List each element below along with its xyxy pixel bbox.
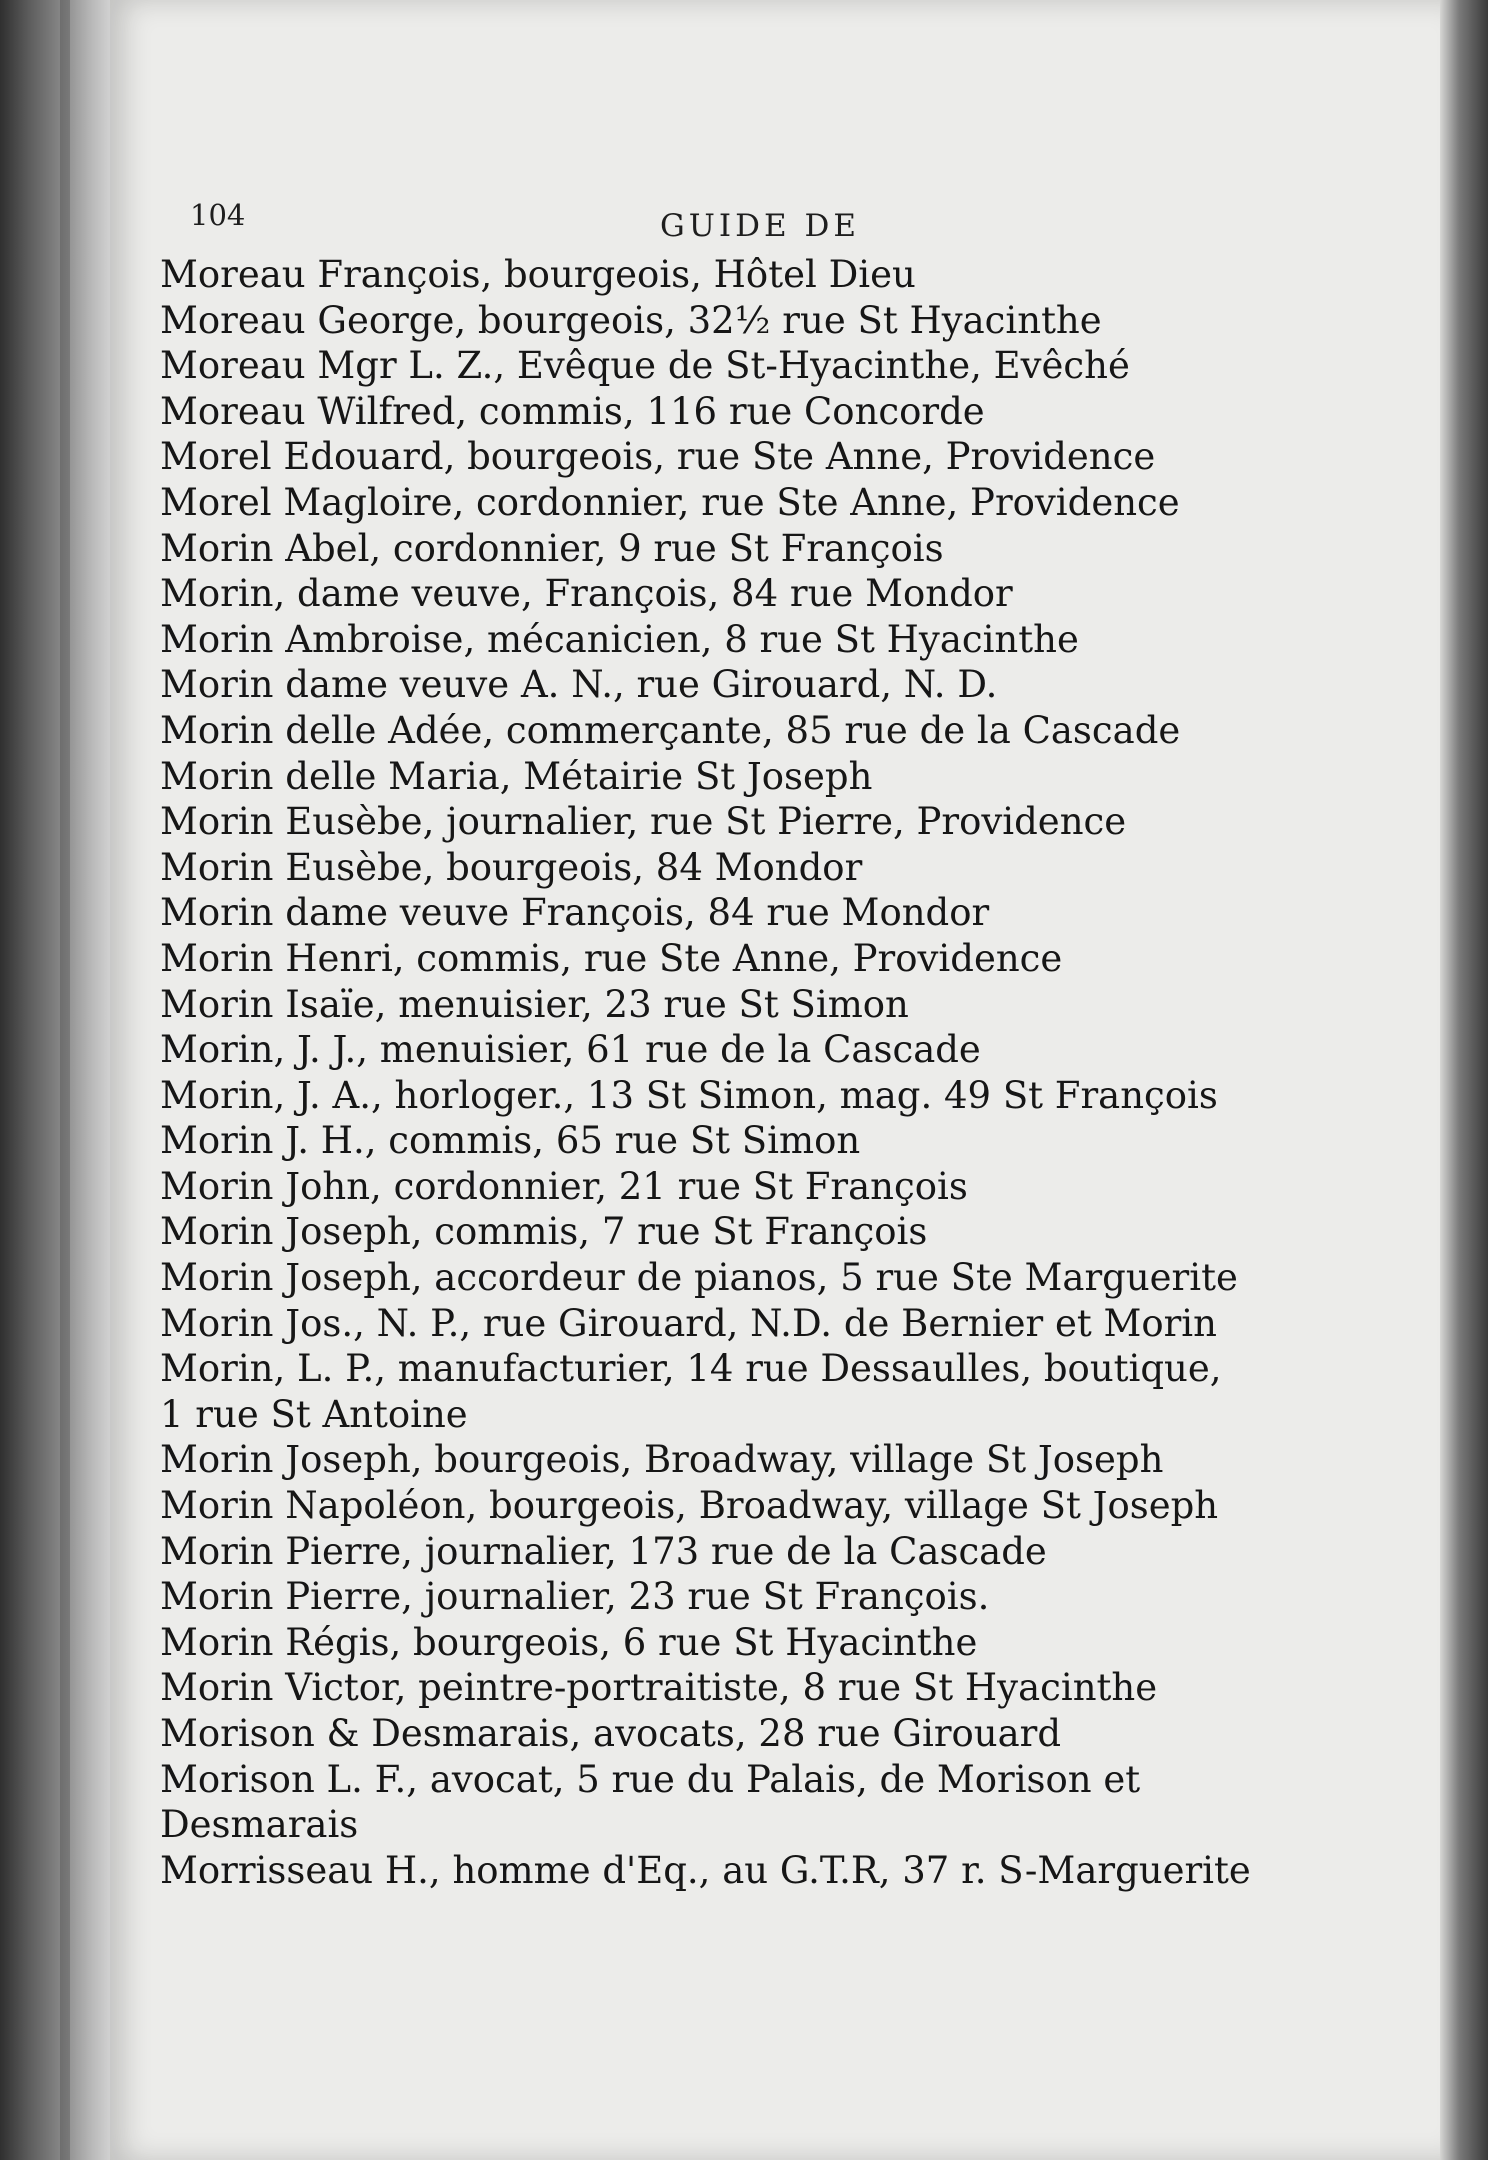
entry-text: Morin, J. J., menuisier, 61 rue de la Cascade xyxy=(160,1028,981,1072)
directory-entry xyxy=(160,1437,1310,1483)
directory-entry xyxy=(160,1574,1310,1620)
directory-entry xyxy=(160,708,1310,754)
directory-entry xyxy=(160,298,1310,344)
entry-text: Moreau Mgr L. Z., Evêque de St-Hyacinthe, Evêché xyxy=(160,344,1130,388)
entry-text: Morin Joseph, commis, 7 rue St François xyxy=(160,1210,928,1254)
directory-entry xyxy=(160,526,1310,572)
binding-shadow xyxy=(60,0,70,2160)
directory-entry xyxy=(160,799,1310,845)
running-title: GUIDE DE xyxy=(660,208,860,244)
directory-entry xyxy=(160,1118,1310,1164)
entry-text: Morin delle Adée, commerçante, 85 rue de la Cascade xyxy=(160,708,1181,752)
entry-text: Moreau François, bourgeois, Hôtel Dieu xyxy=(160,253,916,296)
directory-entry xyxy=(160,845,1310,891)
entry-text: Moreau George, bourgeois, 32½ rue St Hyacinthe xyxy=(160,298,1102,342)
directory-entry xyxy=(160,890,1310,936)
directory-entry xyxy=(160,1665,1310,1711)
entry-text: Morin dame veuve A. N., rue Girouard, N. D. xyxy=(160,663,998,707)
directory-entry xyxy=(160,754,1310,800)
directory-entry xyxy=(160,617,1310,663)
entry-text: Morin Eusèbe, bourgeois, 84 Mondor xyxy=(160,845,863,889)
entry-text: Morin, L. P., manufacturier, 14 rue Dessaulles, boutique, xyxy=(160,1347,1222,1391)
directory-entry xyxy=(160,1209,1310,1255)
entry-text: Morin Abel, cordonnier, 9 rue St François xyxy=(160,526,944,570)
directory-entry xyxy=(160,434,1310,480)
page-number: 104 xyxy=(190,198,246,232)
page-edge xyxy=(1440,0,1488,2160)
entry-text: Morin dame veuve François, 84 rue Mondor xyxy=(160,891,990,935)
directory-entry xyxy=(160,480,1310,526)
entry-text: Morin Victor, peintre-portraitiste, 8 rue St Hyacinthe xyxy=(160,1666,1158,1710)
directory-entry xyxy=(160,1711,1310,1757)
entry-text: Morin, J. A., horloger., 13 St Simon, mag. 49 St François xyxy=(160,1073,1218,1117)
directory-entry xyxy=(160,1301,1310,1347)
page-header xyxy=(190,190,1290,250)
entry-text: Morrisseau H., homme d'Eq., au G.T.R, 37 r. S-Marguerite xyxy=(160,1848,1251,1892)
directory-entry xyxy=(160,1073,1310,1119)
entry-text: Morel Edouard, bourgeois, rue Ste Anne, Providence xyxy=(160,435,1156,479)
directory-entry xyxy=(160,252,1310,298)
entry-continuation: 1 rue St Antoine xyxy=(160,1392,468,1436)
directory-entry xyxy=(160,1529,1310,1575)
entry-text: Morin John, cordonnier, 21 rue St François xyxy=(160,1164,968,1208)
directory-entry xyxy=(160,662,1310,708)
directory-entries xyxy=(160,252,1310,1893)
entry-text: Morin, dame veuve, François, 84 rue Mondor xyxy=(160,572,1013,616)
entry-continuation: Desmarais xyxy=(160,1803,359,1847)
entry-text: Morel Magloire, cordonnier, rue Ste Anne, Providence xyxy=(160,480,1180,524)
book-binding xyxy=(0,0,115,2160)
directory-entry xyxy=(160,1027,1310,1073)
directory-entry xyxy=(160,1848,1310,1894)
entry-text: Morin Napoléon, bourgeois, Broadway, village St Joseph xyxy=(160,1484,1219,1528)
entry-text: Morin Joseph, accordeur de pianos, 5 rue Ste Marguerite xyxy=(160,1256,1238,1300)
directory-entry xyxy=(160,936,1310,982)
entry-text: Morin Ambroise, mécanicien, 8 rue St Hyacinthe xyxy=(160,617,1079,661)
directory-entry xyxy=(160,1255,1310,1301)
directory-entry xyxy=(160,982,1310,1028)
entry-text: Morin Régis, bourgeois, 6 rue St Hyacinthe xyxy=(160,1620,978,1664)
directory-entry xyxy=(160,1483,1310,1529)
entry-text: Morin delle Maria, Métairie St Joseph xyxy=(160,754,873,798)
entry-text: Morin Henri, commis, rue Ste Anne, Providence xyxy=(160,936,1063,980)
entry-text: Morin Isaïe, menuisier, 23 rue St Simon xyxy=(160,982,909,1026)
directory-entry xyxy=(160,389,1310,435)
directory-entry xyxy=(160,1620,1310,1666)
directory-entry xyxy=(160,571,1310,617)
entry-text: Morin Joseph, bourgeois, Broadway, village St Joseph xyxy=(160,1438,1164,1482)
entry-text: Moreau Wilfred, commis, 116 rue Concorde xyxy=(160,389,985,433)
directory-entry xyxy=(160,1346,1310,1437)
entry-text: Morin J. H., commis, 65 rue St Simon xyxy=(160,1119,861,1163)
directory-entry xyxy=(160,343,1310,389)
entry-text: Morin Eusèbe, journalier, rue St Pierre, Providence xyxy=(160,800,1127,844)
entry-text: Morison & Desmarais, avocats, 28 rue Girouard xyxy=(160,1712,1062,1755)
entry-text: Morin Pierre, journalier, 173 rue de la Cascade xyxy=(160,1529,1047,1573)
entry-text: Morin Jos., N. P., rue Girouard, N.D. de Bernier et Morin xyxy=(160,1301,1217,1345)
directory-entry xyxy=(160,1164,1310,1210)
entry-text: Morison L. F., avocat, 5 rue du Palais, de Morison et xyxy=(160,1757,1141,1801)
entry-text: Morin Pierre, journalier, 23 rue St François. xyxy=(160,1575,990,1619)
directory-entry xyxy=(160,1757,1310,1848)
